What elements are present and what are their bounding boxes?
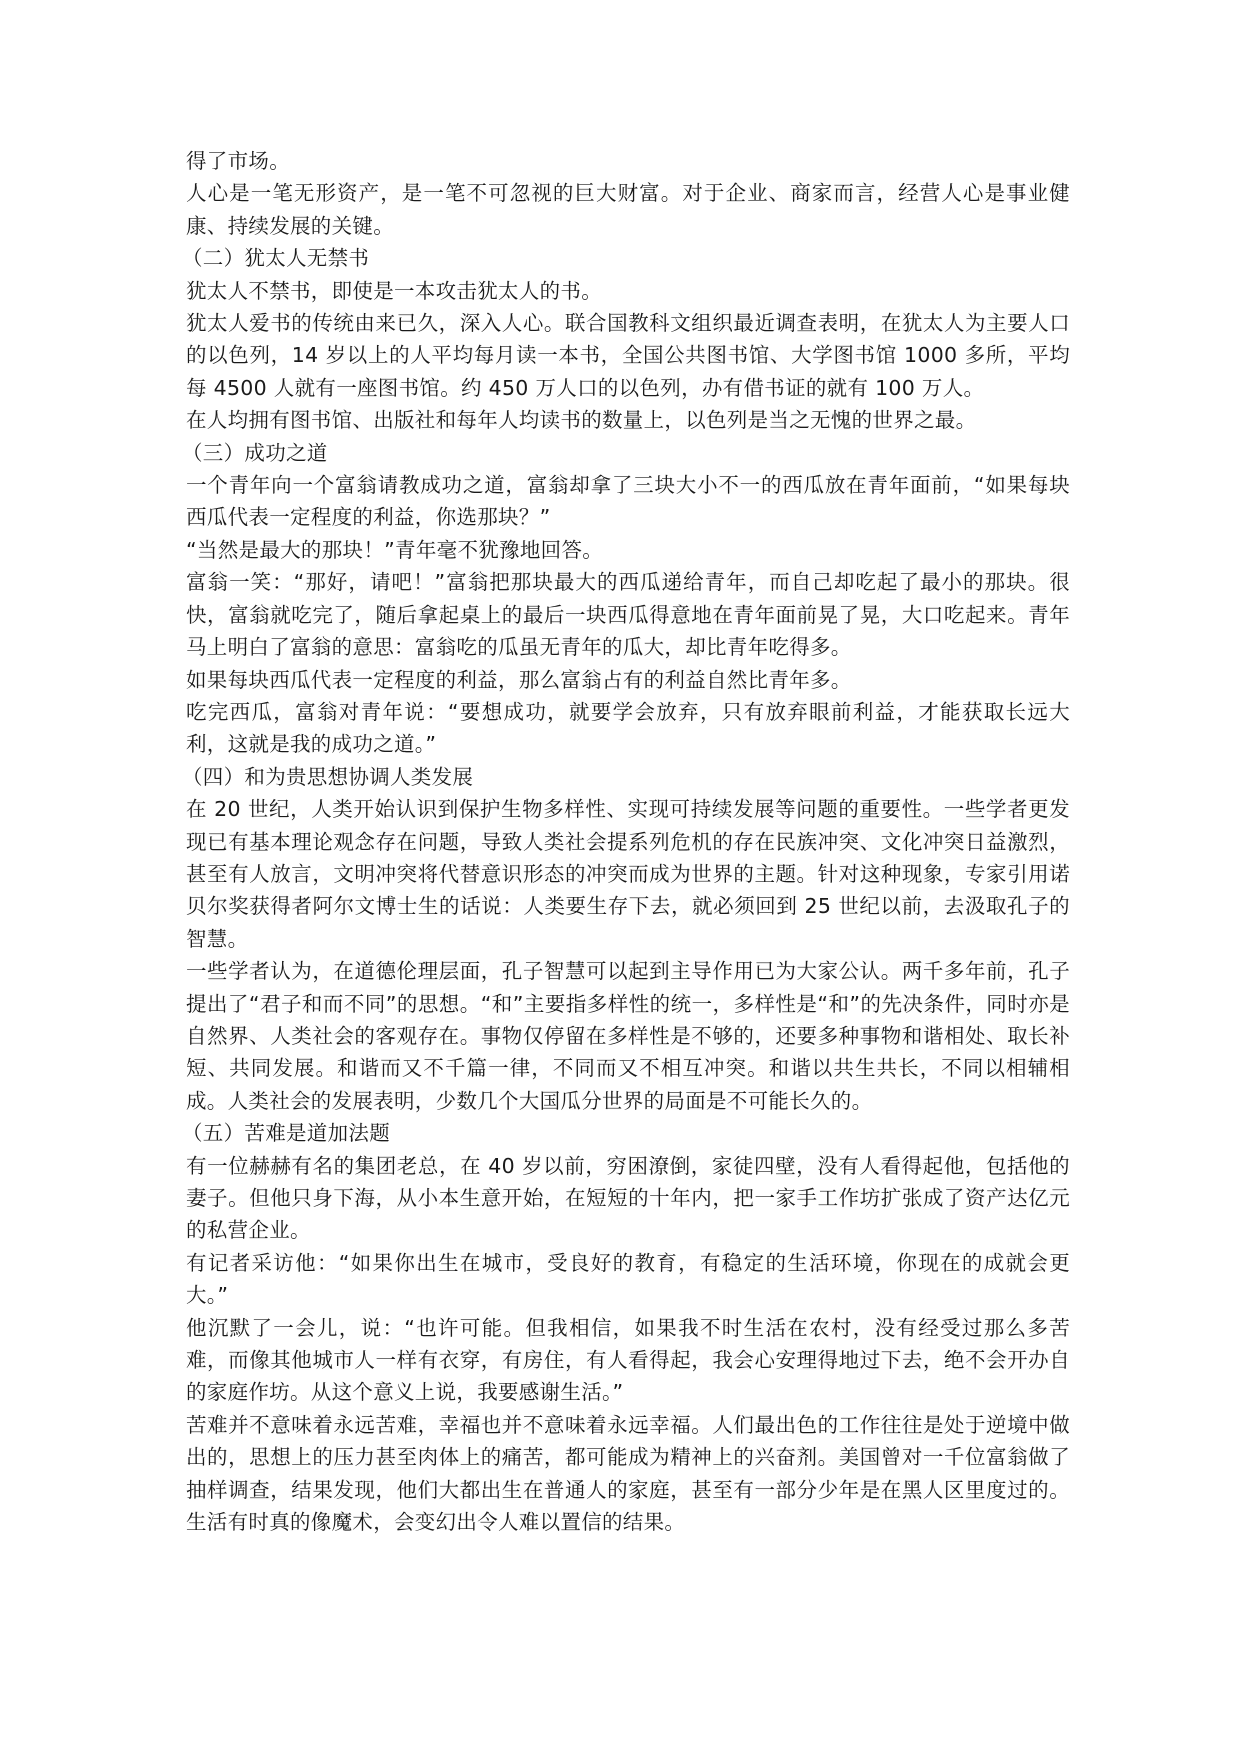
paragraph: 一些学者认为，在道德伦理层面，孔子智慧可以起到主导作用已为大家公认。两千多年前，孔子提出了“君子和而不同”的思想。“和”主要指多样性的统一，多样性是“和”的先决条件，同时亦是自然界、人类社会的客观存在。事物仅停留在多样性是不够的，还要多种事物和谐相处、取长补短、共同发展。和谐而又不千篇一律，不同而又不相互冲突。和谐以共生共长，不同以相辅相成。人类社会的发展表明，少数几个大国瓜分世界的局面是不可能长久的。 bbox=[186, 959, 1070, 1113]
paragraph: 吃完西瓜，富翁对青年说：“要想成功，就要学会放弃，只有放弃眼前利益，才能获取长远大利，这就是我的成功之道。” bbox=[186, 699, 1070, 757]
paragraph: 犹太人不禁书，即使是一本攻击犹太人的书。 bbox=[186, 278, 602, 303]
paragraph: 有记者采访他：“如果你出生在城市，受良好的教育，有稳定的生活环境，你现在的成就会更大。” bbox=[186, 1250, 1070, 1308]
section-heading: （二）犹太人无禁书 bbox=[182, 246, 370, 271]
paragraph: 他沉默了一会儿，说：“也许可能。但我相信，如果我不时生活在农村，没有经受过那么多苦难，而像其他城市人一样有衣穿，有房住，有人看得起，我会心安理得地过下去，绝不会开办自的家庭作坊。从这个意义上说，我要感谢生活。” bbox=[186, 1315, 1070, 1405]
document-page bbox=[182, 145, 1070, 1538]
paragraph: 如果每块西瓜代表一定程度的利益，那么富翁占有的利益自然比青年多。 bbox=[186, 667, 852, 692]
section-heading: （四）和为贵思想协调人类发展 bbox=[182, 764, 474, 789]
paragraph: 在 20 世纪，人类开始认识到保护生物多样性、实现可持续发展等问题的重要性。一些学者更发现已有基本理论观念存在问题，导致人类社会提系列危机的存在民族冲突、文化冲突日益激烈，甚至有人放言，文明冲突将代替意识形态的冲突而成为世界的主题。针对这种现象，专家引用诺贝尔奖获得者阿尔文博士生的话说：人类要生存下去，就必须回到 25 世纪以前，去汲取孔子的智慧。 bbox=[186, 797, 1070, 951]
paragraph: 一个青年向一个富翁请教成功之道，富翁却拿了三块大小不一的西瓜放在青年面前，“如果每块西瓜代表一定程度的利益，你选那块？” bbox=[186, 473, 1070, 530]
paragraph: 富翁一笑：“那好，请吧！”富翁把那块最大的西瓜递给青年，而自己却吃起了最小的那块。很快，富翁就吃完了，随后拿起桌上的最后一块西瓜得意地在青年面前晃了晃，大口吃起来。青年马上明白了富翁的意思：富翁吃的瓜虽无青年的瓜大，却比青年吃得多。 bbox=[186, 570, 1070, 660]
paragraph: 人心是一笔无形资产，是一笔不可忽视的巨大财富。对于企业、商家而言，经营人心是事业健康、持续发展的关键。 bbox=[186, 181, 1070, 238]
paragraph: 在人均拥有图书馆、出版社和每年人均读书的数量上，以色列是当之无愧的世界之最。 bbox=[186, 408, 977, 433]
section-heading: （三）成功之道 bbox=[182, 440, 328, 465]
paragraph: 苦难并不意味着永远苦难，幸福也并不意味着永远幸福。人们最出色的工作往往是处于逆境中做出的，思想上的压力甚至肉体上的痛苦，都可能成为精神上的兴奋剂。美国曾对一千位富翁做了抽样调查，结果发现，他们大都出生在普通人的家庭，甚至有一部分少年是在黑人区里度过的。生活有时真的像魔术，会变幻出令人难以置信的结果。 bbox=[186, 1412, 1070, 1535]
paragraph: 有一位赫赫有名的集团老总，在 40 岁以前，穷困潦倒，家徒四壁，没有人看得起他，包括他的妻子。但他只身下海，从小本生意开始，在短短的十年内，把一家手工作坊扩张成了资产达亿元的私营企业。 bbox=[186, 1153, 1070, 1243]
section-heading: （五）苦难是道加法题 bbox=[182, 1121, 390, 1146]
paragraph: 得了市场。 bbox=[186, 149, 290, 173]
paragraph: “当然是最大的那块！”青年毫不犹豫地回答。 bbox=[186, 537, 604, 562]
paragraph: 犹太人爱书的传统由来已久，深入人心。联合国教科文组织最近调查表明，在犹太人为主要人口的以色列，14 岁以上的人平均每月读一本书，全国公共图书馆、大学图书馆 1000 多所，平均每 4500 人就有一座图书馆。约 450 万人口的以色列，办有借书证的就有 100 万人。 bbox=[186, 311, 1070, 400]
